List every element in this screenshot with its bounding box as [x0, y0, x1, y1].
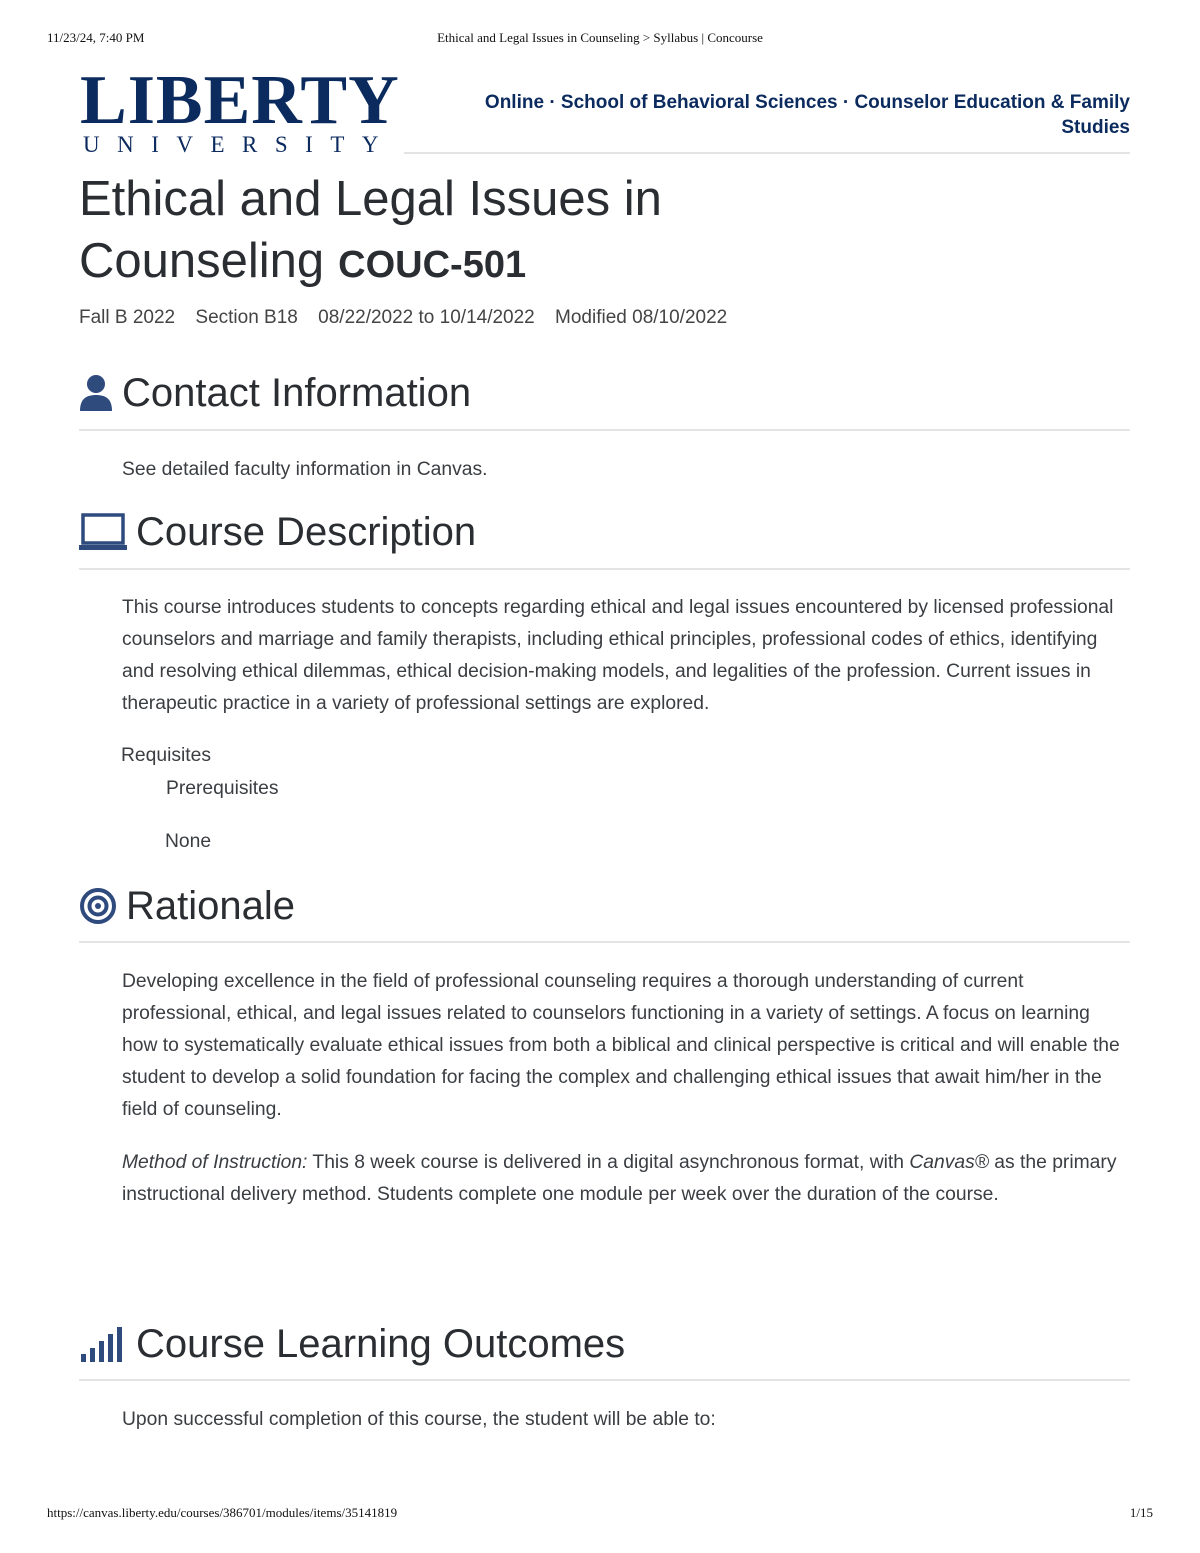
section-header-outcomes: [79, 1320, 625, 1368]
prerequisites-label: Prerequisites: [166, 778, 279, 799]
section-heading-description: Course Description: [136, 510, 477, 554]
prerequisites-value: None: [165, 831, 212, 852]
section-divider: [79, 429, 1130, 431]
logo-subtitle: UNIVERSITY: [83, 132, 396, 157]
section-heading-contact: Contact Information: [122, 371, 472, 415]
section-divider: [79, 941, 1130, 943]
section-heading-rationale: Rationale: [126, 884, 296, 928]
bar-chart-icon: [79, 1324, 127, 1364]
logo-wordmark: LIBERTY: [80, 62, 400, 139]
course-title: Ethical and Legal Issues in Counseling: [79, 172, 662, 288]
method-text-2: as the primary instructional delivery method. Students complete one module per week over the duration of the course.: [122, 1152, 1117, 1205]
course-code: COUC-501: [338, 244, 527, 286]
breadcrumb[interactable]: Online · School of Behavioral Sciences · Counselor Education & Family Studies: [484, 92, 1130, 138]
course-modified: Modified 08/10/2022: [555, 307, 728, 328]
method-of-instruction: [122, 1147, 1122, 1211]
course-term: Fall B 2022: [79, 307, 176, 328]
header-divider: [404, 152, 1130, 154]
section-header-contact: [79, 369, 471, 417]
rationale-text: Developing excellence in the field of professional counseling requires a thorough understanding of current professional, ethical, and legal issues related to counselors functioning in a variety of settings. A focus on learning how to systematically evaluate ethical issues from both a biblical and clinical perspective is critical and will enable the student to develop a solid foundation for facing the complex and challenging ethical issues that await him/her in the field of counseling.: [122, 971, 1120, 1120]
liberty-university-logo[interactable]: [80, 62, 400, 158]
user-icon: [79, 373, 113, 413]
method-text-1: This 8 week course is delivered in a digital asynchronous format, with: [307, 1152, 910, 1173]
section-heading-outcomes: Course Learning Outcomes: [136, 1322, 626, 1366]
course-dates: 08/22/2022 to 10/14/2022: [318, 307, 535, 328]
print-page-title: Ethical and Legal Issues in Counseling > Syllabus | Concourse: [437, 30, 763, 45]
target-icon: [79, 886, 117, 926]
course-meta: [79, 307, 742, 329]
page-title: [79, 168, 839, 296]
print-page-number: 1/15: [1129, 1505, 1153, 1520]
course-section: Section B18: [195, 307, 298, 328]
method-label: Method of Instruction:: [122, 1152, 308, 1173]
contact-text: See detailed faculty information in Canvas.: [122, 459, 488, 480]
method-platform: Canvas®: [909, 1152, 989, 1173]
section-header-rationale: [79, 882, 295, 930]
requisites-label: Requisites: [121, 745, 212, 766]
outcomes-intro: Upon successful completion of this course, the student will be able to:: [122, 1409, 716, 1430]
section-divider: [79, 568, 1130, 570]
section-header-description: [79, 508, 476, 556]
print-datetime: 11/23/24, 7:40 PM: [47, 30, 145, 45]
laptop-icon: [79, 512, 127, 552]
print-url: https://canvas.liberty.edu/courses/386701/modules/items/35141819: [47, 1505, 398, 1520]
section-divider: [79, 1379, 1130, 1381]
description-text: This course introduces students to concepts regarding ethical and legal issues encountered by licensed professional counselors and marriage and family therapists, including ethical principles, professional codes of ethics, identifying and resolving ethical dilemmas, ethical decision-making models, and legalities of the profession. Current issues in therapeutic practice in a variety of professional settings are explored.: [122, 597, 1114, 714]
